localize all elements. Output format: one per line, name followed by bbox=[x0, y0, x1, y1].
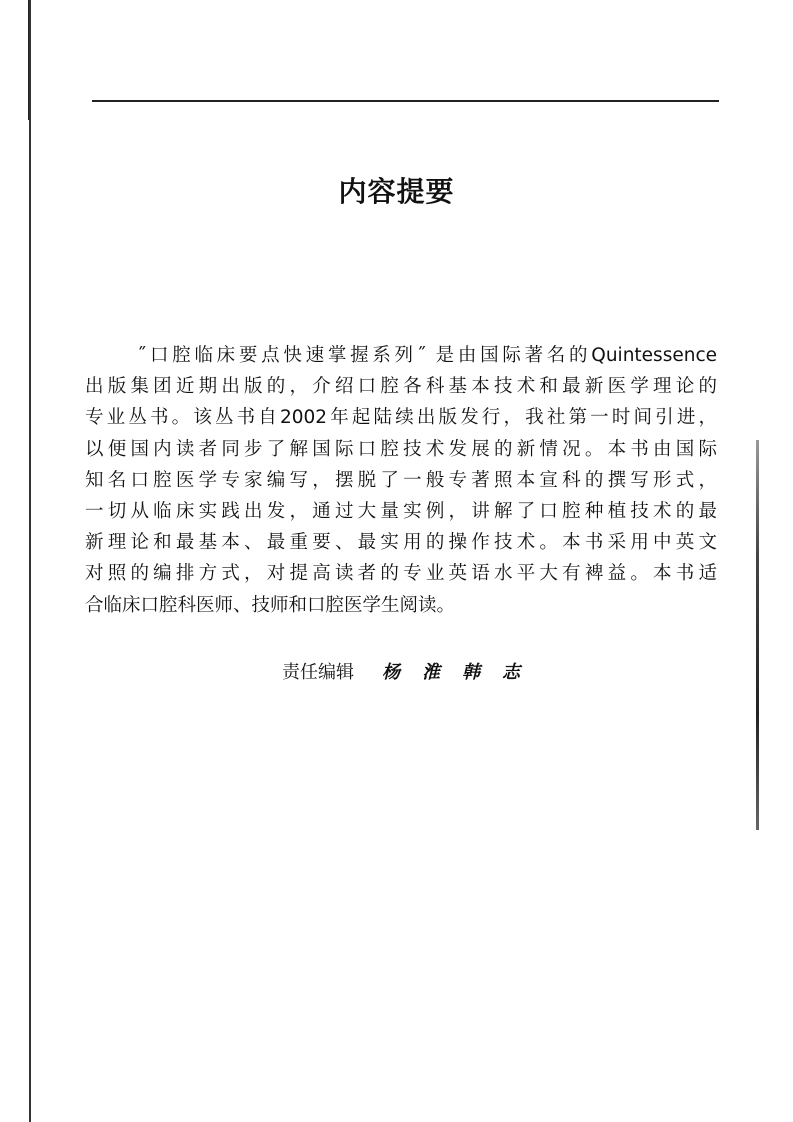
scan-edge-left bbox=[29, 0, 31, 1122]
scan-edge-right bbox=[756, 440, 759, 830]
summary-paragraph bbox=[85, 340, 717, 621]
editor-name-char: 韩 bbox=[462, 662, 480, 683]
paragraph-line: 一切从临床实践出发，通过大量实例，讲解了口腔种植技术的最 bbox=[85, 500, 717, 522]
editor-name-char: 志 bbox=[502, 662, 520, 683]
paragraph-line: 专业丛书。该丛书自2002年起陆续出版发行，我社第一时间引进， bbox=[85, 407, 717, 429]
editor-label: 责任编辑 bbox=[282, 662, 354, 683]
paragraph-line: 对照的编排方式，对提高读者的专业英语水平大有裨益。本书适 bbox=[85, 563, 717, 585]
page-title: 内容提要 bbox=[338, 175, 455, 208]
paragraph-line: 出版集团近期出版的，介绍口腔各科基本技术和最新医学理论的 bbox=[85, 376, 717, 398]
paragraph-line: 合临床口腔科医师、技师和口腔医学生阅读。 bbox=[85, 594, 456, 616]
paragraph-line: 知名口腔医学专家编写，摆脱了一般专著照本宣科的撰写形式， bbox=[85, 469, 717, 491]
editor-credit bbox=[282, 658, 520, 684]
paragraph-line: 以便国内读者同步了解国际口腔技术发展的新情况。本书由国际 bbox=[85, 438, 717, 460]
header-rule bbox=[92, 100, 719, 102]
paragraph-line: 新理论和最基本、最重要、最实用的操作技术。本书采用中英文 bbox=[85, 532, 717, 554]
editor-name-char: 淮 bbox=[422, 662, 440, 683]
editor-name-char: 杨 bbox=[382, 662, 400, 683]
paragraph-line: ˝口腔临床要点快速掌握系列˝ 是由国际著名的Quintessence bbox=[137, 345, 717, 366]
